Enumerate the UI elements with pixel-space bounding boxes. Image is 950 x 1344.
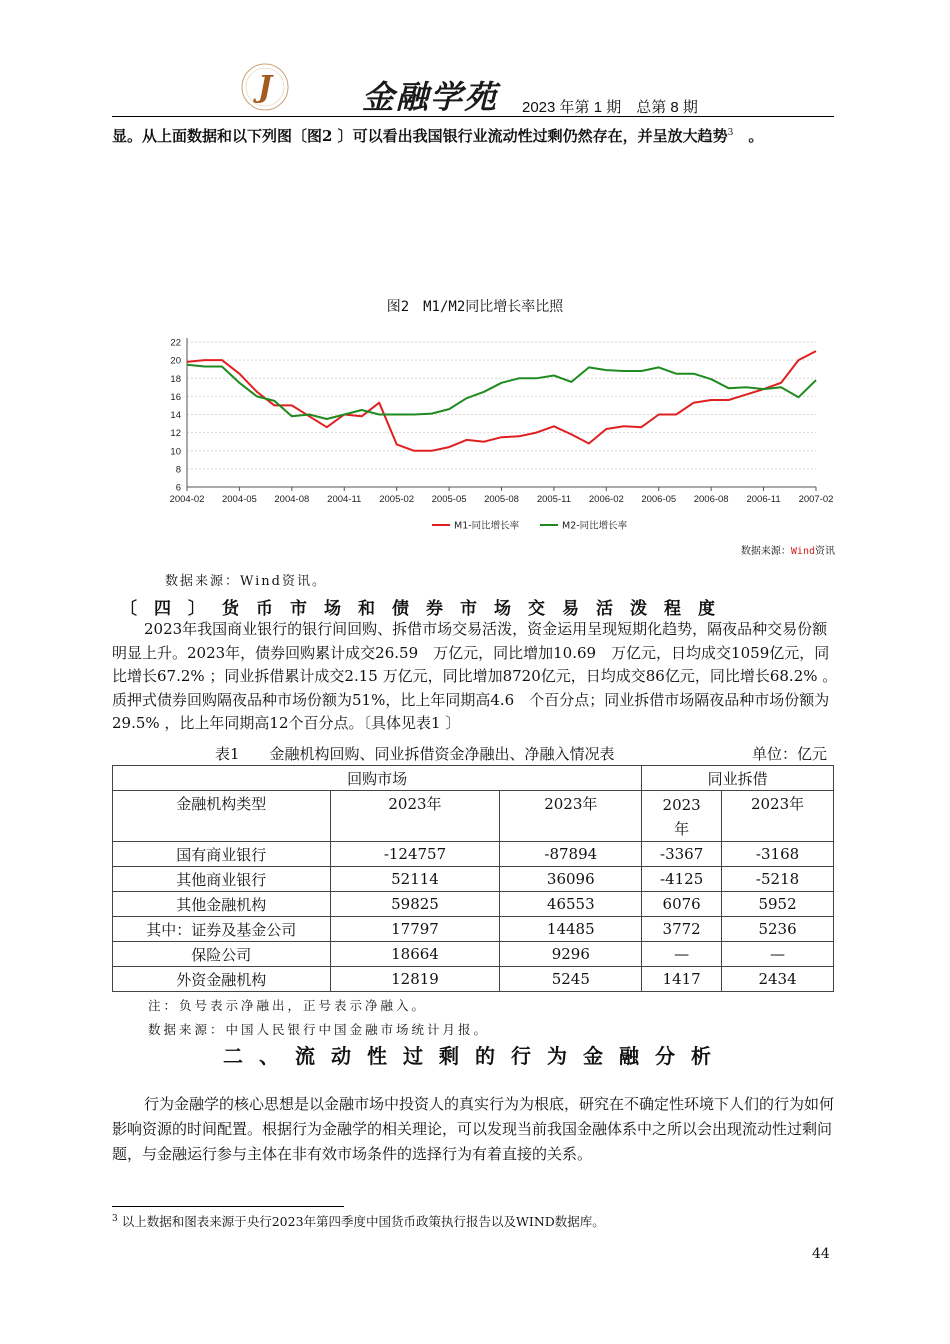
chart-source bbox=[741, 544, 835, 557]
x-tick-label: 2004-08 bbox=[274, 494, 310, 505]
section-heading-two: 二、流动性过剩的行为金融分析 bbox=[223, 1044, 727, 1068]
y-tick-label: 22 bbox=[170, 337, 181, 349]
col-header-year: 2023年 bbox=[642, 791, 722, 842]
table-cell: 17797 bbox=[330, 917, 500, 942]
svg-text:J: J bbox=[257, 70, 273, 105]
row-label: 外资金融机构 bbox=[113, 967, 331, 992]
chart-source-brand: Wind bbox=[790, 546, 815, 557]
row-label: 其他商业银行 bbox=[113, 867, 331, 892]
row-label: 保险公司 bbox=[113, 942, 331, 967]
x-tick-label: 2005-05 bbox=[431, 494, 467, 505]
table-cell: — bbox=[642, 942, 722, 967]
footnote: $^3$ 以上数据和图表来源于央行2023年第四季度中国货币政策执行报告以及WIND数据库。 bbox=[112, 1213, 605, 1229]
header-rule bbox=[112, 116, 834, 117]
footnote-rule bbox=[112, 1206, 344, 1207]
x-tick-label: 2006-05 bbox=[641, 494, 677, 505]
figure-source: 数据来源：Wind资讯。 bbox=[165, 574, 327, 589]
y-tick-label: 6 bbox=[175, 482, 181, 494]
lead-paragraph: 显。从上面数据和以下列图〔图2 〕可以看出我国银行业流动性过剩仍然存在，并呈放大趋势$^3$ 。 bbox=[112, 127, 764, 145]
table-cell: 36096 bbox=[500, 867, 642, 892]
table-cell: 12819 bbox=[330, 967, 500, 992]
legend-label: M1-同比增长率 bbox=[454, 520, 520, 532]
section-heading-four: 〔四〕货币市场和债券市场交易活泼程度 bbox=[120, 599, 732, 619]
x-tick-label: 2005-02 bbox=[379, 494, 415, 505]
col-header-year: 2023年 bbox=[500, 791, 642, 842]
col-header-year: 2023年 bbox=[330, 791, 500, 842]
table-cell: — bbox=[722, 942, 834, 967]
table-cell: -124757 bbox=[330, 842, 500, 867]
x-tick-label: 2006-11 bbox=[746, 494, 781, 505]
row-label: 其他金融机构 bbox=[113, 892, 331, 917]
table-row bbox=[113, 867, 834, 892]
table-cell: 14485 bbox=[500, 917, 642, 942]
table-cell: 18664 bbox=[330, 942, 500, 967]
table-cell: -3168 bbox=[722, 842, 834, 867]
x-tick-label: 2004-02 bbox=[169, 494, 205, 505]
table-cell: -87894 bbox=[500, 842, 642, 867]
y-tick-label: 16 bbox=[170, 391, 181, 403]
table-source: 数据来源：中国人民银行中国金融市场统计月报。 bbox=[148, 1022, 490, 1037]
data-table bbox=[112, 765, 834, 992]
table-cell: 9296 bbox=[500, 942, 642, 967]
chart-source-suffix: 资讯 bbox=[815, 546, 835, 557]
series-line-m1 bbox=[187, 351, 816, 451]
table-cell: 46553 bbox=[500, 892, 642, 917]
table-cell: 6076 bbox=[642, 892, 722, 917]
col-header-year: 2023年 bbox=[722, 791, 834, 842]
table-note: 注：负号表示净融出，正号表示净融入。 bbox=[148, 998, 428, 1013]
table-cell: 3772 bbox=[642, 917, 722, 942]
table-cell: 59825 bbox=[330, 892, 500, 917]
table-cell: 5952 bbox=[722, 892, 834, 917]
x-tick-label: 2006-02 bbox=[588, 494, 624, 505]
table-cell: 5245 bbox=[500, 967, 642, 992]
row-label: 国有商业银行 bbox=[113, 842, 331, 867]
y-tick-label: 18 bbox=[170, 373, 181, 385]
table-cell: -4125 bbox=[642, 867, 722, 892]
table-cell: -5218 bbox=[722, 867, 834, 892]
table-row bbox=[113, 892, 834, 917]
journal-logo bbox=[238, 62, 292, 112]
table-row bbox=[113, 942, 834, 967]
chart-source-label: 数据来源： bbox=[740, 546, 791, 557]
table-cell: 52114 bbox=[330, 867, 500, 892]
table-row bbox=[113, 917, 834, 942]
section-four-paragraph: 2023年我国商业银行的银行间回购、拆借市场交易活泼，资金运用呈现短期化趋势，隔夜品种交易份额明显上升。2023年，债券回购累计成交26.59 万亿元，同比增加10.69 万亿元，日均成交1059亿元，同比增长67.2% ；同业拆借累计成交2.15 万亿元，同比增加8720亿元，日均成交86亿元，同比增长68.2% 。质押式债券回购隔夜品种市场份额为51%，比上年同期高4.6 个百分点；同业拆借市场隔夜品种市场份额为29.5% ，比上年同期高12个百分点。〔具体见表1 〕 bbox=[112, 620, 838, 732]
x-tick-label: 2004-05 bbox=[221, 494, 257, 505]
x-tick-label: 2005-11 bbox=[536, 494, 572, 505]
x-tick-label: 2006-08 bbox=[693, 494, 729, 505]
x-tick-label: 2007-02 bbox=[798, 494, 834, 505]
table-cell: 2434 bbox=[722, 967, 834, 992]
figure-caption: 图2 M1/M2同比增长率比照 bbox=[386, 299, 564, 315]
y-tick-label: 12 bbox=[170, 428, 181, 440]
legend-label: M2-同比增长率 bbox=[562, 520, 628, 532]
y-tick-label: 8 bbox=[175, 464, 181, 476]
table-cell: 5236 bbox=[722, 917, 834, 942]
journal-name: 金融学苑 bbox=[362, 78, 499, 116]
group-header-interbank: 同业拆借 bbox=[642, 766, 834, 791]
table-cell: -3367 bbox=[642, 842, 722, 867]
y-tick-label: 10 bbox=[170, 446, 181, 458]
line-chart bbox=[150, 330, 840, 562]
table-title: 表1 金融机构回购、同业拆借资金净融出、净融入情况表 bbox=[215, 745, 615, 763]
x-tick-label: 2004-11 bbox=[327, 494, 362, 505]
page-number: 44 bbox=[812, 1246, 830, 1262]
footnote-ref: 3 bbox=[727, 128, 734, 138]
section-two-paragraph: 行为金融学的核心思想是以金融市场中投资人的真实行为为根底，研究在不确定性环境下人们的行为如何影响资源的时间配置。根据行为金融学的相关理论，可以发现当前我国金融体系中之所以会出现流动性过剩问题，与金融运行参与主体在非有效市场条件的选择行为有着直接的关系。 bbox=[112, 1095, 835, 1163]
table-row bbox=[113, 842, 834, 867]
y-tick-label: 14 bbox=[170, 410, 181, 421]
table-row bbox=[113, 967, 834, 992]
table-unit: 单位：亿元 bbox=[752, 745, 828, 763]
series-line-m2 bbox=[187, 365, 816, 419]
row-label: 其中：证券及基金公司 bbox=[113, 917, 331, 942]
issue-info: 2023 年第 1 期 总第 8 期 bbox=[522, 99, 698, 116]
x-tick-label: 2005-08 bbox=[484, 494, 519, 505]
group-header-repo: 回购市场 bbox=[113, 766, 642, 791]
y-tick-label: 20 bbox=[170, 355, 181, 367]
table-cell: 1417 bbox=[642, 967, 722, 992]
col-header-type: 金融机构类型 bbox=[113, 791, 331, 842]
